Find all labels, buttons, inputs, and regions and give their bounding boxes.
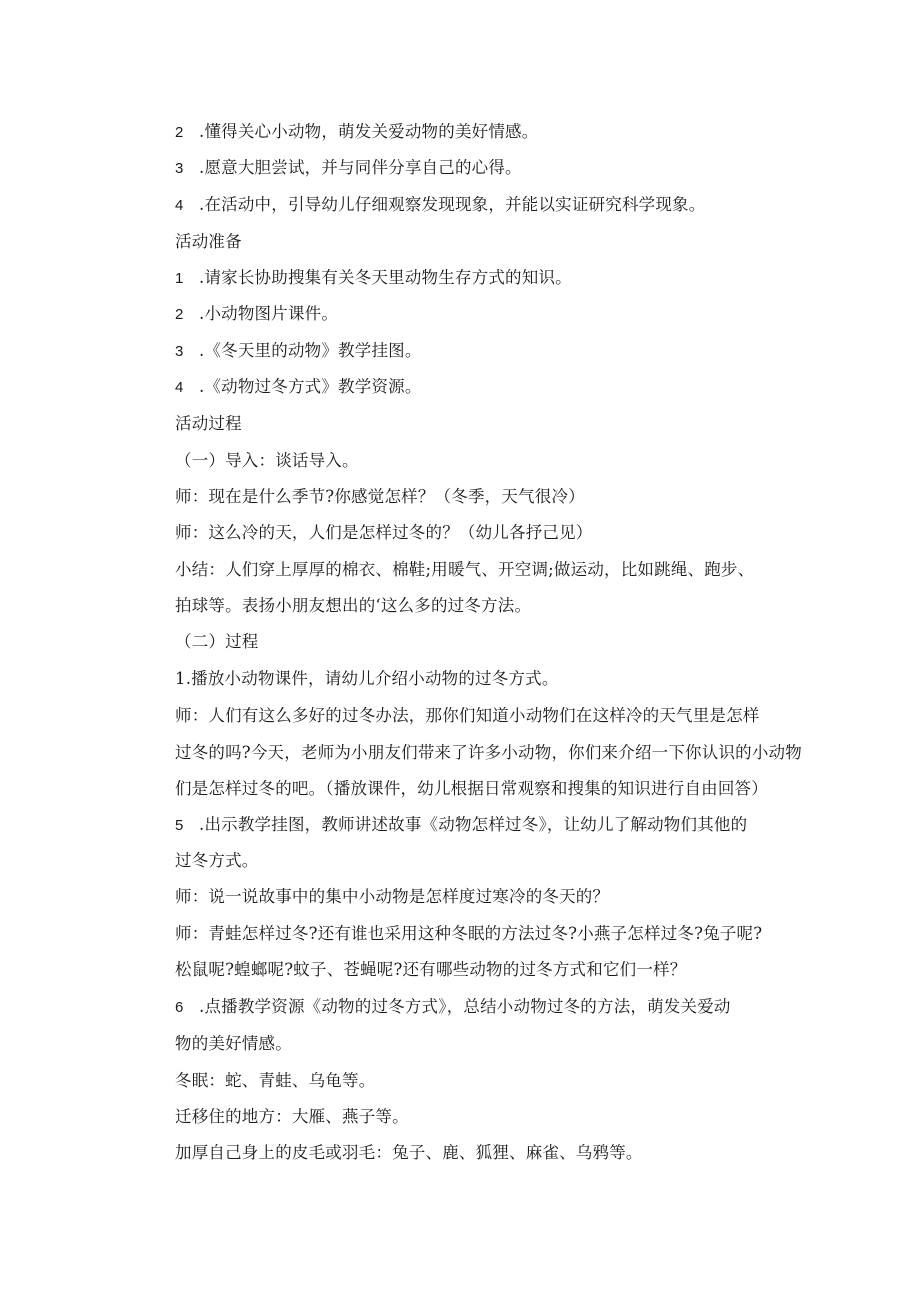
line-text: .出示教学挂图，教师讲述故事《动物怎样过冬》，让幼儿了解动物们其他的 bbox=[199, 815, 748, 834]
paragraph-line bbox=[175, 1070, 375, 1092]
line-text: .请家长协助搜集有关冬天里动物生存方式的知识。 bbox=[199, 268, 572, 287]
paragraph-line bbox=[175, 1106, 409, 1128]
preparation-item-2 bbox=[175, 303, 338, 326]
list-number: 6 bbox=[175, 999, 184, 1016]
heading-text: 活动准备 bbox=[175, 232, 242, 251]
line-text: 迁移住的地方：大雁、燕子等。 bbox=[175, 1107, 409, 1126]
subheading-intro bbox=[175, 450, 359, 472]
line-text: 师：人们有这么多好的过冬办法，那你们知道小动物们在这样冷的天气里是怎样 bbox=[175, 706, 760, 725]
paragraph-line bbox=[175, 705, 760, 727]
line-text: 加厚自己身上的皮毛或羽毛：兔子、鹿、狐狸、麻雀、乌鸦等。 bbox=[175, 1143, 643, 1162]
heading-text: 活动过程 bbox=[175, 414, 242, 433]
line-text: 物的美好情感。 bbox=[175, 1034, 292, 1053]
objective-item-2 bbox=[175, 121, 538, 144]
line-text: 过冬的吗?今天，老师为小朋友们带来了许多小动物，你们来介绍一下你认识的小动物 bbox=[175, 743, 802, 762]
paragraph-line bbox=[175, 886, 609, 908]
paragraph-line bbox=[175, 522, 593, 544]
line-text: 师：说一说故事中的集中小动物是怎样度过寒冷的冬天的？ bbox=[175, 887, 610, 906]
paragraph-line bbox=[175, 595, 531, 617]
line-text: 松鼠呢?蝗螂呢?蚊子、苍蝇呢?还有哪些动物的过冬方式和它们一样？ bbox=[175, 960, 687, 979]
list-number: 5 bbox=[175, 817, 184, 834]
line-text: 拍球等。表扬小朋友想出的‘这么多的过冬方法。 bbox=[175, 596, 532, 615]
line-text: .愿意大胆尝试，并与同伴分享自己的心得。 bbox=[199, 158, 522, 177]
process-item-6 bbox=[175, 996, 731, 1019]
paragraph-line bbox=[175, 742, 802, 764]
preparation-item-3 bbox=[175, 340, 422, 363]
list-number: 2 bbox=[175, 306, 184, 323]
line-text: 冬眠：蛇、青蛙、乌龟等。 bbox=[175, 1071, 376, 1090]
list-number: 1 bbox=[175, 270, 184, 287]
line-text: （二）过程 bbox=[175, 632, 259, 651]
section-heading-process bbox=[175, 413, 242, 435]
line-text: 1.播放小动物课件，请幼儿介绍小动物的过冬方式。 bbox=[175, 669, 559, 688]
line-text: .《动物过冬方式》教学资源。 bbox=[199, 377, 422, 396]
list-number: 4 bbox=[175, 197, 184, 214]
line-text: .点播教学资源《动物的过冬方式》，总结小动物过冬的方法，萌发关爱动 bbox=[199, 997, 731, 1016]
line-text: 师：这么冷的天，人们是怎样过冬的？（幼儿各抒己见） bbox=[175, 523, 593, 542]
line-text: .小动物图片课件。 bbox=[199, 304, 339, 323]
subheading-process bbox=[175, 631, 259, 653]
list-number: 3 bbox=[175, 343, 184, 360]
paragraph-line bbox=[175, 778, 768, 800]
line-text: .懂得关心小动物，萌发关爱动物的美好情感。 bbox=[199, 122, 539, 141]
process-item-5 bbox=[175, 814, 747, 837]
paragraph-line bbox=[175, 486, 585, 508]
paragraph-line bbox=[175, 1033, 292, 1055]
line-text: 们是怎样过冬的吧。（播放课件，幼儿根据日常观察和搜集的知识进行自由回答） bbox=[175, 779, 768, 798]
paragraph-line bbox=[175, 668, 559, 690]
paragraph-line bbox=[175, 923, 762, 945]
line-text: 师：青蛙怎样过冬?还有谁也采用这种冬眠的方法过冬?小燕子怎样过冬?兔子呢? bbox=[175, 924, 763, 943]
paragraph-line bbox=[175, 959, 686, 981]
line-text: .在活动中，引导幼儿仔细观察发现现象，并能以实证研究科学现象。 bbox=[199, 195, 706, 214]
line-text: 过冬方式。 bbox=[175, 851, 259, 870]
preparation-item-1 bbox=[175, 267, 572, 290]
paragraph-line bbox=[175, 1142, 643, 1164]
section-heading-preparation bbox=[175, 231, 242, 253]
line-text: （一）导入：谈话导入。 bbox=[175, 451, 359, 470]
line-text: .《冬天里的动物》教学挂图。 bbox=[199, 341, 422, 360]
list-number: 4 bbox=[175, 379, 184, 396]
list-number: 2 bbox=[175, 124, 184, 141]
list-number: 3 bbox=[175, 160, 184, 177]
preparation-item-4 bbox=[175, 376, 422, 399]
objective-item-3 bbox=[175, 157, 522, 180]
paragraph-line bbox=[175, 559, 754, 581]
paragraph-line bbox=[175, 850, 259, 872]
line-text: 师：现在是什么季节?你感觉怎样？（冬季，天气很冷） bbox=[175, 487, 585, 506]
line-text: 小结：人们穿上厚厚的棉衣、棉鞋;用暖气、开空调;做运动，比如跳绳、跑步、 bbox=[175, 560, 755, 579]
objective-item-4 bbox=[175, 194, 705, 217]
